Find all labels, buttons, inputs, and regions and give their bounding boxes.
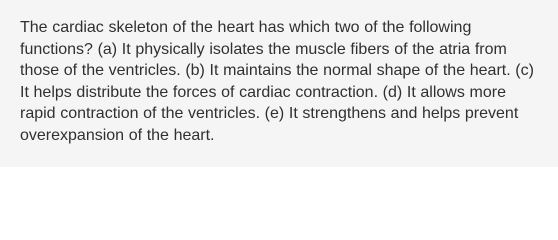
question-text: The cardiac skeleton of the heart has which two of the following functions? (a) It physically isolates the muscle fibers of the atria from those of the ventricles. (b) It maintains the normal shape of the heart. (c) It helps distribute the forces of cardiac contraction. (d) It allows more rapid contraction of the ventricles. (e) It strengthens and helps prevent overexpansion of the heart. — [20, 19, 534, 144]
